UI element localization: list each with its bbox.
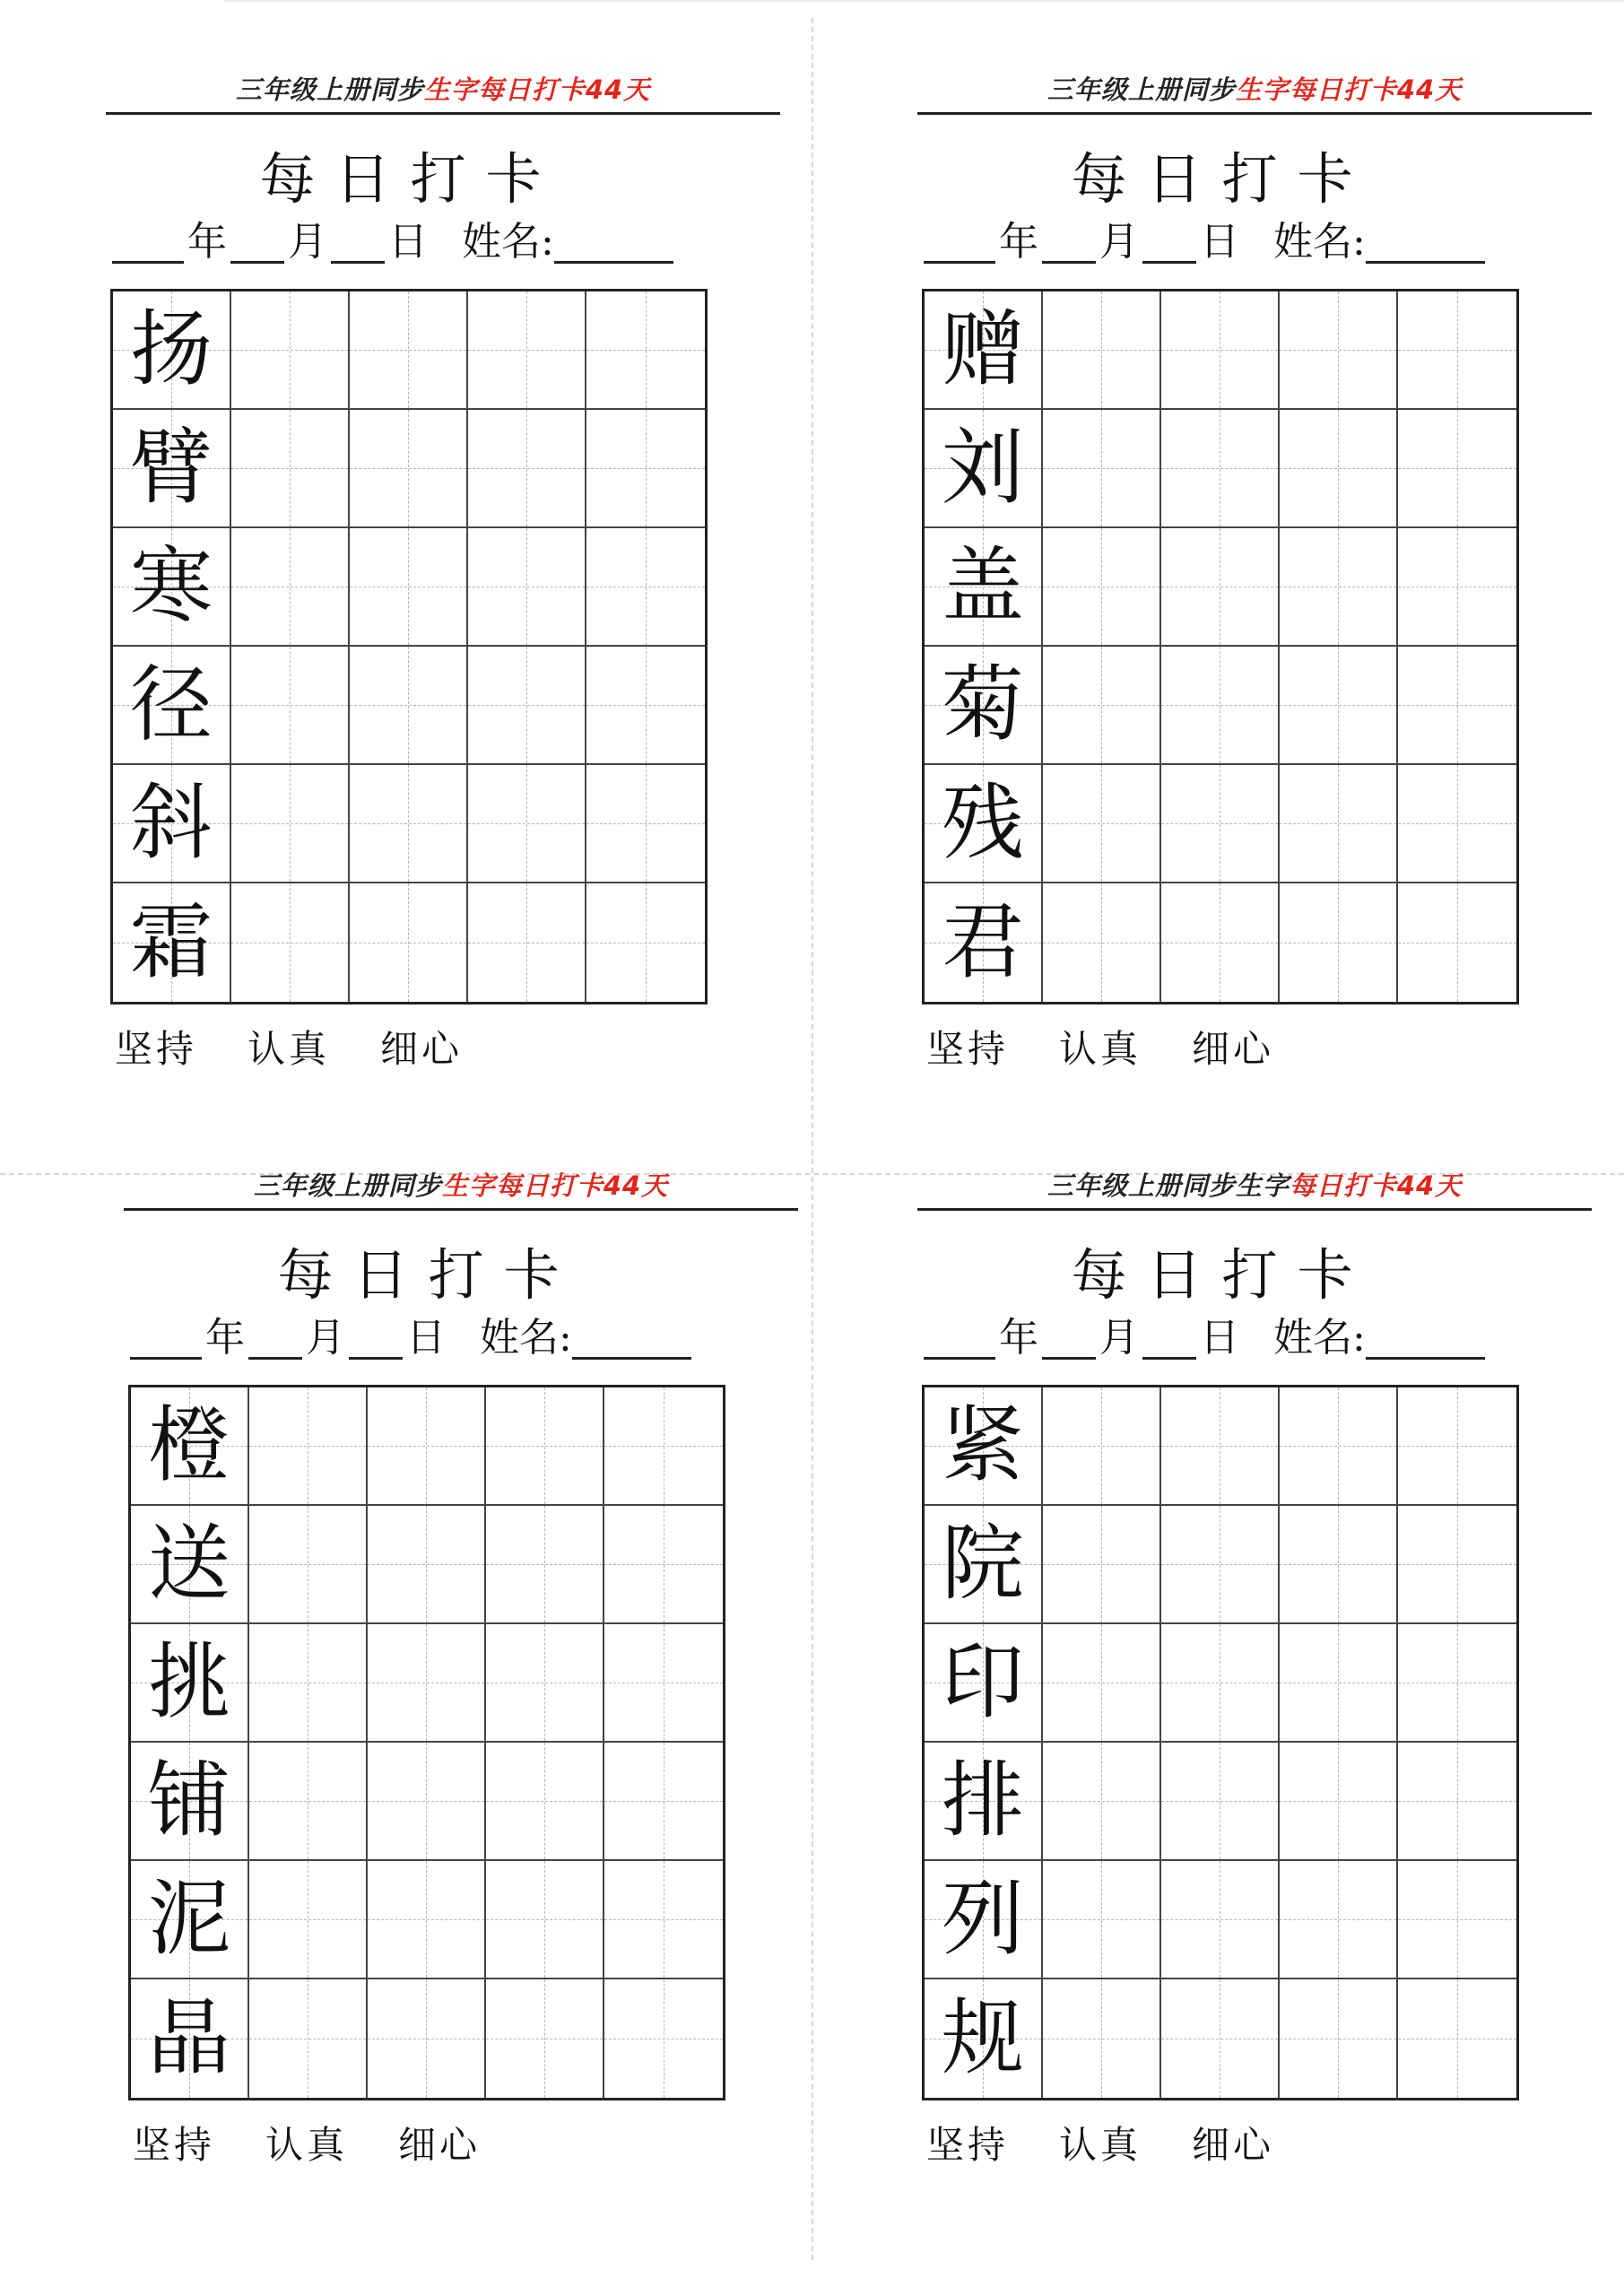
practice-cell[interactable] <box>1280 1387 1398 1506</box>
practice-cell[interactable] <box>586 528 705 647</box>
model-character: 径 <box>129 657 213 752</box>
practice-cell[interactable] <box>604 1979 723 2098</box>
practice-cell[interactable] <box>1161 291 1280 410</box>
footer-word: 细心 <box>1192 2123 1275 2167</box>
practice-cell[interactable] <box>1043 1387 1161 1506</box>
day-label: 日 <box>406 1315 446 1361</box>
practice-cell[interactable] <box>1043 647 1161 765</box>
practice-cell[interactable] <box>1161 647 1280 765</box>
day-blank[interactable] <box>349 1318 403 1360</box>
practice-grid <box>128 1385 725 2100</box>
model-character-cell <box>925 1979 1043 2098</box>
practice-cell[interactable] <box>350 883 468 1002</box>
header-text-red: 生字每日打卡44天 <box>423 74 651 105</box>
model-character: 斜 <box>129 775 213 871</box>
practice-cell[interactable] <box>368 1506 486 1624</box>
practice-cell[interactable] <box>1161 1979 1280 2098</box>
practice-cell[interactable] <box>350 528 468 647</box>
practice-cell[interactable] <box>249 1743 368 1861</box>
practice-cell[interactable] <box>486 1506 604 1624</box>
name-label: 姓名: <box>1273 1315 1366 1361</box>
model-character: 盖 <box>941 538 1024 634</box>
model-character-cell <box>131 1861 249 1979</box>
month-blank[interactable] <box>230 222 284 264</box>
card-header <box>106 63 780 117</box>
practice-cell[interactable] <box>249 1624 368 1743</box>
practice-cell[interactable] <box>368 1624 486 1743</box>
practice-cell[interactable] <box>1398 1743 1516 1861</box>
header-text-red: 生字每日打卡44天 <box>1235 74 1463 105</box>
footer-word: 认真 <box>1059 1027 1142 1071</box>
practice-cell[interactable] <box>231 883 350 1002</box>
practice-cell[interactable] <box>1043 1506 1161 1624</box>
model-character-cell <box>925 1387 1043 1506</box>
practice-cell[interactable] <box>1161 1861 1280 1979</box>
card-footer <box>115 1022 563 1076</box>
practice-cell[interactable] <box>486 1861 604 1979</box>
practice-cell[interactable] <box>1398 1624 1516 1743</box>
practice-cell[interactable] <box>1398 410 1516 528</box>
card-footer <box>926 1022 1375 1076</box>
practice-cell[interactable] <box>231 765 350 883</box>
practice-cell[interactable] <box>486 1979 604 2098</box>
model-character-cell <box>925 883 1043 1002</box>
practice-cell[interactable] <box>604 1743 723 1861</box>
footer-word: 细心 <box>1192 1027 1275 1071</box>
practice-cell[interactable] <box>604 1387 723 1506</box>
card-footer <box>133 2118 581 2172</box>
header-rule <box>917 1208 1592 1211</box>
practice-cell[interactable] <box>249 1506 368 1624</box>
month-label: 月 <box>1099 1315 1139 1361</box>
name-blank[interactable] <box>1366 1318 1485 1360</box>
practice-cell[interactable] <box>1043 291 1161 410</box>
model-character: 臂 <box>129 420 213 516</box>
practice-cell[interactable] <box>350 410 468 528</box>
date-name-line <box>130 1311 758 1365</box>
practice-cell[interactable] <box>231 291 350 410</box>
header-text-red: 每日打卡44天 <box>1289 1170 1463 1201</box>
practice-cell[interactable] <box>1161 765 1280 883</box>
header-text-black: 三年级上册同步生字 <box>1046 1170 1290 1201</box>
year-label: 年 <box>187 219 227 265</box>
model-character-cell <box>925 1624 1043 1743</box>
footer-word: 坚持 <box>926 2123 1010 2167</box>
practice-cell[interactable] <box>1280 410 1398 528</box>
practice-cell[interactable] <box>1280 1979 1398 2098</box>
header-text-black: 三年级上册同步 <box>235 74 424 105</box>
practice-cell[interactable] <box>1280 647 1398 765</box>
model-character-cell <box>113 883 231 1002</box>
year-blank[interactable] <box>130 1318 202 1360</box>
practice-cell[interactable] <box>586 765 705 883</box>
model-character-cell <box>113 410 231 528</box>
model-character-cell <box>113 291 231 410</box>
model-character-cell <box>113 765 231 883</box>
practice-cell[interactable] <box>368 1743 486 1861</box>
practice-cell[interactable] <box>368 1387 486 1506</box>
name-blank[interactable] <box>554 222 673 264</box>
worksheet-card <box>812 0 1623 1148</box>
footer-word: 坚持 <box>133 2123 216 2167</box>
model-character-cell <box>925 647 1043 765</box>
model-character-cell <box>131 1624 249 1743</box>
model-character-cell <box>925 291 1043 410</box>
practice-cell[interactable] <box>1398 883 1516 1002</box>
model-character: 院 <box>941 1516 1024 1612</box>
practice-cell[interactable] <box>249 1979 368 2098</box>
practice-cell[interactable] <box>1280 1624 1398 1743</box>
practice-cell[interactable] <box>1043 1624 1161 1743</box>
practice-cell[interactable] <box>231 528 350 647</box>
practice-cell[interactable] <box>1398 1979 1516 2098</box>
month-blank[interactable] <box>1042 222 1096 264</box>
practice-cell[interactable] <box>1043 1743 1161 1861</box>
practice-cell[interactable] <box>1398 291 1516 410</box>
model-character: 列 <box>941 1871 1024 1967</box>
practice-cell[interactable] <box>1280 291 1398 410</box>
footer-word: 认真 <box>1059 2123 1142 2167</box>
practice-cell[interactable] <box>1280 883 1398 1002</box>
practice-cell[interactable] <box>1161 1624 1280 1743</box>
header-rule <box>917 112 1592 115</box>
model-character-cell <box>113 647 231 765</box>
practice-cell[interactable] <box>486 1387 604 1506</box>
card-header <box>917 63 1592 117</box>
model-character-cell <box>925 765 1043 883</box>
practice-cell[interactable] <box>604 1861 723 1979</box>
model-character: 铺 <box>147 1752 230 1848</box>
model-character: 泥 <box>147 1871 230 1967</box>
header-text-black: 三年级上册同步 <box>253 1170 442 1201</box>
model-character-cell <box>131 1506 249 1624</box>
model-character: 残 <box>941 775 1024 871</box>
practice-cell[interactable] <box>1161 1506 1280 1624</box>
model-character: 橙 <box>147 1397 230 1493</box>
card-title: 每日打卡 <box>1071 146 1373 212</box>
date-name-line <box>924 215 1551 269</box>
model-character: 紧 <box>941 1397 1024 1493</box>
month-label: 月 <box>306 1315 345 1361</box>
practice-cell[interactable] <box>1161 1387 1280 1506</box>
worksheet-card <box>0 0 812 1148</box>
day-label: 日 <box>1200 1315 1239 1361</box>
practice-cell[interactable] <box>1398 1861 1516 1979</box>
day-label: 日 <box>388 219 428 265</box>
practice-grid <box>110 289 708 1004</box>
name-label: 姓名: <box>462 219 554 265</box>
practice-cell[interactable] <box>586 883 705 1002</box>
card-header <box>124 1159 798 1213</box>
model-character-cell <box>925 1506 1043 1624</box>
practice-cell[interactable] <box>586 410 705 528</box>
header-text-black: 三年级上册同步 <box>1046 74 1236 105</box>
name-label: 姓名: <box>1273 219 1366 265</box>
card-header <box>917 1159 1592 1213</box>
footer-word: 认真 <box>248 1027 331 1071</box>
header-rule <box>124 1208 798 1211</box>
practice-cell[interactable] <box>1280 528 1398 647</box>
practice-grid <box>922 289 1519 1004</box>
practice-cell[interactable] <box>1280 765 1398 883</box>
practice-cell[interactable] <box>368 1861 486 1979</box>
practice-cell[interactable] <box>468 410 586 528</box>
practice-cell[interactable] <box>350 647 468 765</box>
practice-cell[interactable] <box>1280 1861 1398 1979</box>
card-footer <box>926 2118 1375 2172</box>
model-character: 刘 <box>941 420 1024 516</box>
footer-word: 细心 <box>398 2123 482 2167</box>
model-character: 扬 <box>129 301 213 397</box>
model-character-cell <box>131 1387 249 1506</box>
practice-cell[interactable] <box>486 1624 604 1743</box>
practice-cell[interactable] <box>1161 410 1280 528</box>
practice-cell[interactable] <box>586 291 705 410</box>
model-character-cell <box>925 528 1043 647</box>
practice-cell[interactable] <box>1043 765 1161 883</box>
month-blank[interactable] <box>1042 1318 1096 1360</box>
model-character: 送 <box>147 1516 230 1612</box>
year-blank[interactable] <box>924 222 995 264</box>
practice-cell[interactable] <box>249 1861 368 1979</box>
worksheet-card <box>812 1096 1623 2244</box>
model-character-cell <box>131 1979 249 2098</box>
year-blank[interactable] <box>924 1318 995 1360</box>
month-blank[interactable] <box>248 1318 302 1360</box>
practice-cell[interactable] <box>1161 528 1280 647</box>
model-character-cell <box>113 528 231 647</box>
day-blank[interactable] <box>1142 222 1196 264</box>
date-name-line <box>924 1311 1551 1365</box>
footer-word: 认真 <box>265 2123 349 2167</box>
day-blank[interactable] <box>331 222 385 264</box>
model-character-cell <box>925 1861 1043 1979</box>
practice-cell[interactable] <box>1398 528 1516 647</box>
card-title: 每日打卡 <box>1071 1242 1373 1308</box>
model-character: 君 <box>941 894 1024 990</box>
practice-cell[interactable] <box>1398 765 1516 883</box>
card-title: 每日打卡 <box>259 146 561 212</box>
practice-cell[interactable] <box>231 647 350 765</box>
year-label: 年 <box>999 219 1038 265</box>
month-label: 月 <box>1099 219 1139 265</box>
footer-word: 坚持 <box>115 1027 198 1071</box>
model-character-cell <box>925 410 1043 528</box>
practice-cell[interactable] <box>231 410 350 528</box>
worksheet-card <box>18 1096 829 2244</box>
practice-cell[interactable] <box>249 1387 368 1506</box>
model-character: 印 <box>941 1634 1024 1730</box>
practice-cell[interactable] <box>468 291 586 410</box>
practice-cell[interactable] <box>1280 1743 1398 1861</box>
practice-cell[interactable] <box>604 1624 723 1743</box>
model-character-cell <box>925 1743 1043 1861</box>
practice-cell[interactable] <box>1161 1743 1280 1861</box>
model-character: 排 <box>941 1752 1024 1848</box>
header-text-red: 生字每日打卡44天 <box>441 1170 669 1201</box>
practice-cell[interactable] <box>1043 528 1161 647</box>
practice-cell[interactable] <box>1161 883 1280 1002</box>
practice-grid <box>922 1385 1519 2100</box>
model-character: 晶 <box>147 1990 230 2086</box>
name-blank[interactable] <box>572 1318 691 1360</box>
practice-cell[interactable] <box>1043 1861 1161 1979</box>
footer-word: 坚持 <box>926 1027 1010 1071</box>
model-character: 挑 <box>147 1634 230 1730</box>
year-label: 年 <box>999 1315 1038 1361</box>
practice-cell[interactable] <box>486 1743 604 1861</box>
model-character: 规 <box>941 1990 1024 2086</box>
practice-cell[interactable] <box>1043 1979 1161 2098</box>
month-label: 月 <box>288 219 327 265</box>
practice-cell[interactable] <box>350 291 468 410</box>
card-title: 每日打卡 <box>277 1242 579 1308</box>
day-blank[interactable] <box>1142 1318 1196 1360</box>
practice-cell[interactable] <box>1398 1506 1516 1624</box>
practice-cell[interactable] <box>1280 1506 1398 1624</box>
practice-cell[interactable] <box>350 765 468 883</box>
year-blank[interactable] <box>112 222 184 264</box>
practice-cell[interactable] <box>1043 883 1161 1002</box>
model-character: 寒 <box>129 538 213 634</box>
practice-cell[interactable] <box>468 528 586 647</box>
practice-cell[interactable] <box>468 883 586 1002</box>
model-character: 菊 <box>941 657 1024 752</box>
practice-cell[interactable] <box>468 647 586 765</box>
practice-cell[interactable] <box>1398 1387 1516 1506</box>
name-blank[interactable] <box>1366 222 1485 264</box>
name-label: 姓名: <box>480 1315 572 1361</box>
practice-cell[interactable] <box>604 1506 723 1624</box>
practice-cell[interactable] <box>1043 410 1161 528</box>
header-rule <box>106 112 780 115</box>
footer-word: 细心 <box>380 1027 464 1071</box>
practice-cell[interactable] <box>586 647 705 765</box>
date-name-line <box>112 215 740 269</box>
year-label: 年 <box>205 1315 245 1361</box>
day-label: 日 <box>1200 219 1239 265</box>
model-character-cell <box>131 1743 249 1861</box>
practice-cell[interactable] <box>468 765 586 883</box>
practice-cell[interactable] <box>1398 647 1516 765</box>
practice-cell[interactable] <box>368 1979 486 2098</box>
model-character: 赠 <box>941 301 1024 397</box>
model-character: 霜 <box>129 894 213 990</box>
